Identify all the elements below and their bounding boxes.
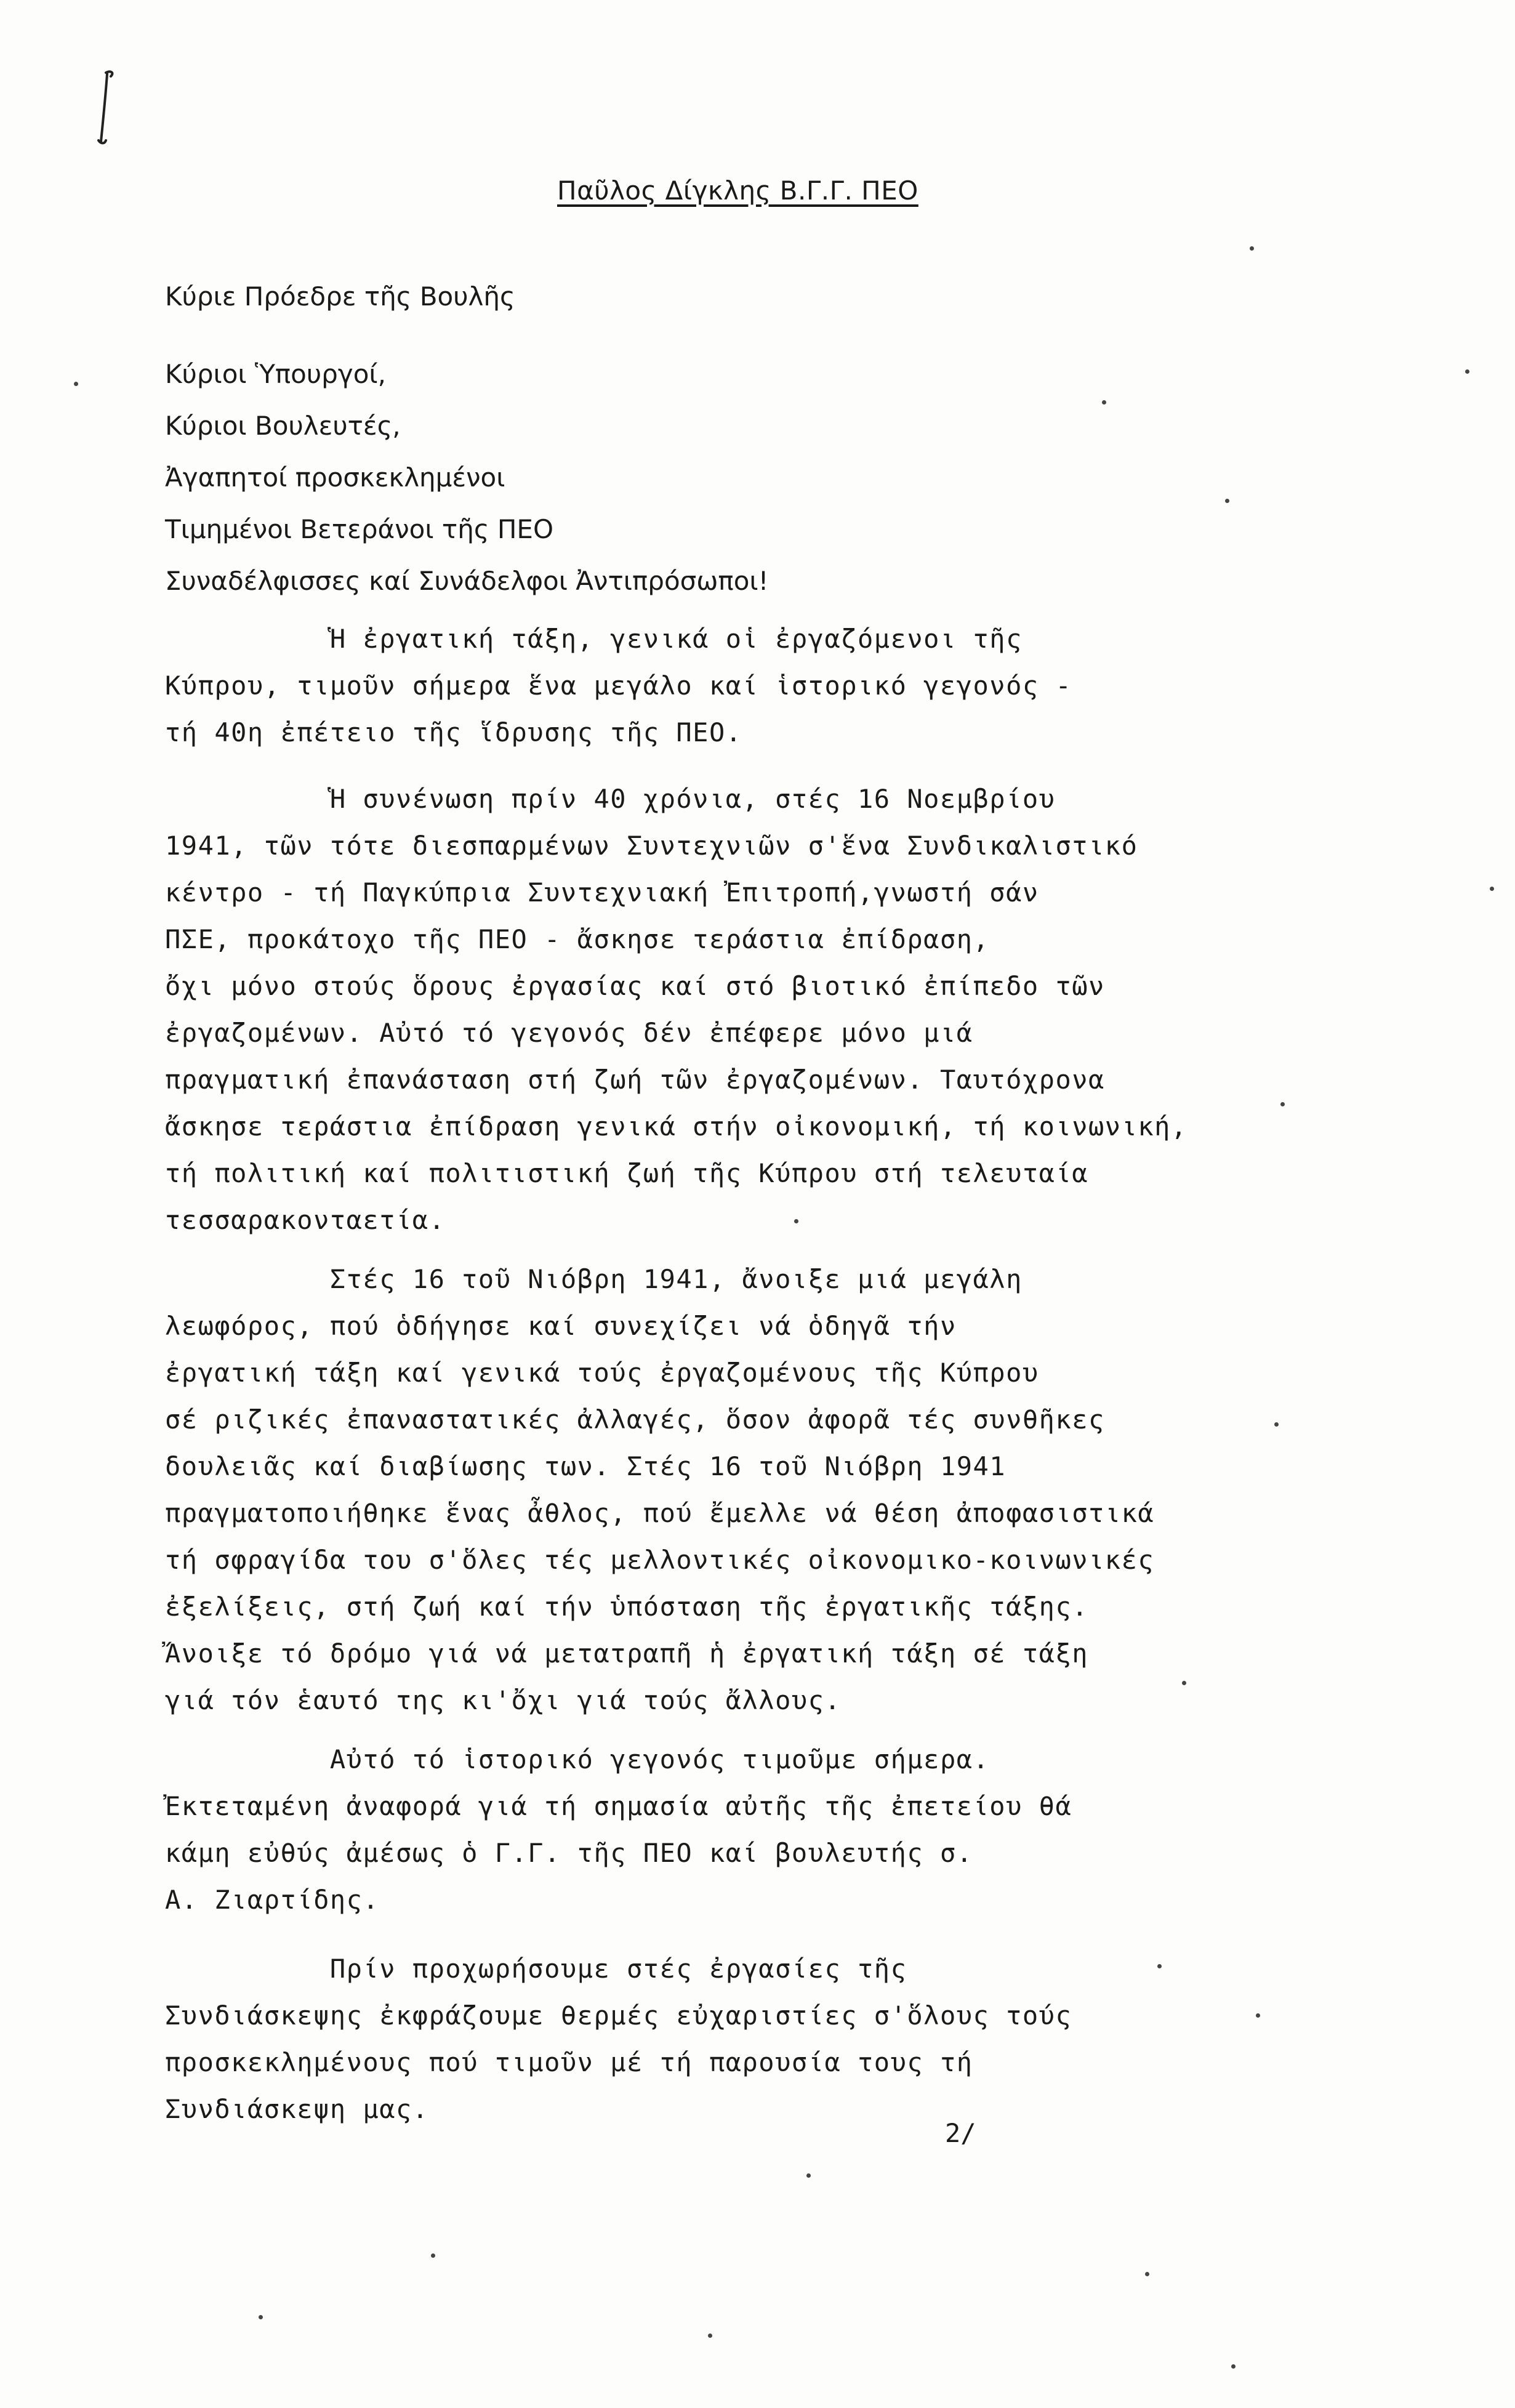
paragraph-2 xyxy=(165,776,1322,1244)
scan-speck xyxy=(1231,2364,1236,2369)
scan-speck xyxy=(1182,1681,1186,1685)
text-line: δουλειᾶς καί διαβίωσης των. Στές 16 τοῦ Νιόβρη 1941 xyxy=(165,1451,1007,1481)
salutation-line: Κύριε Πρόεδρε τῆς Βουλῆς xyxy=(165,281,515,312)
text-line: γιά τόν ἑαυτό της κι'ὄχι γιά τούς ἄλλους. xyxy=(165,1685,842,1715)
paragraph-4 xyxy=(165,1736,1322,1923)
text-line: πραγματοποιήθηκε ἕνας ἆθλος, πού ἔμελλε νά θέση ἀποφασιστικά xyxy=(165,1498,1155,1528)
paragraph-3 xyxy=(165,1256,1322,1724)
scan-speck xyxy=(708,2334,712,2338)
text-line: ΠΣΕ, προκάτοχο τῆς ΠΕΟ - ἄσκησε τεράστια ἐπίδραση, xyxy=(165,924,990,954)
text-line: ἐργαζομένων. Αὐτό τό γεγονός δέν ἐπέφερε μόνο μιά xyxy=(165,1018,973,1048)
scan-speck xyxy=(806,2173,811,2178)
text-line: προσκεκλημένους πού τιμοῦν μέ τή παρουσία τους τή xyxy=(165,2047,973,2077)
text-line: Συνδιάσκεψης ἐκφράζουμε θερμές εὐχαριστίες σ'ὅλους τούς xyxy=(165,2000,1072,2031)
page-title: Παῦλος Δίγκλης Β.Γ.Γ. ΠΕΟ xyxy=(557,175,918,206)
spacer xyxy=(165,323,768,348)
text-line: ὄχι μόνο στούς ὅρους ἐργασίας καί στό βιοτικό ἐπίπεδο τῶν xyxy=(165,971,1105,1001)
salutation-line: Κύριοι Ὑπουργοί, xyxy=(165,359,386,389)
salutation-line: Ἀγαπητοί προσκεκλημένοι xyxy=(165,462,505,493)
text-line: 1941, τῶν τότε διεσπαρμένων Συντεχνιῶν σ'ἕνα Συνδικαλιστικό xyxy=(165,831,1138,861)
text-line: τή πολιτική καί πολιτιστική ζωή τῆς Κύπρου στή τελευταία xyxy=(165,1158,1089,1188)
text-line: σέ ριζικές ἐπαναστατικές ἀλλαγές, ὅσον ἀφορᾶ τές συνθῆκες xyxy=(165,1404,1105,1435)
text-line: Συνδιάσκεψη μας. xyxy=(165,2094,429,2124)
text-line: Ἐκτεταμένη ἀναφορά γιά τή σημασία αὐτῆς τῆς ἐπετείου θά xyxy=(165,1791,1072,1821)
text-line: πραγματική ἐπανάσταση στή ζωή τῶν ἐργαζομένων. Ταυτόχρονα xyxy=(165,1065,1105,1095)
page-number: 2/ xyxy=(945,2118,976,2148)
salutation-block xyxy=(165,271,768,607)
scan-speck xyxy=(1465,369,1469,374)
text-line: Στές 16 τοῦ Νιόβρη 1941, ἄνοιξε μιά μεγάλη xyxy=(165,1264,1023,1294)
text-line: λεωφόρος, πού ὁδήγησε καί συνεχίζει νά ὁδηγᾶ τήν xyxy=(165,1311,957,1341)
text-line: Κύπρου, τιμοῦν σήμερα ἕνα μεγάλο καί ἱστορικό γεγονός - xyxy=(165,670,1072,701)
scan-speck xyxy=(259,2315,263,2319)
paragraph-1 xyxy=(165,616,1322,756)
scan-speck xyxy=(1157,1964,1162,1968)
scan-speck xyxy=(1250,246,1254,251)
text-line: ἐξελίξεις, στή ζωή καί τήν ὑπόσταση τῆς ἐργατικῆς τάξης. xyxy=(165,1592,1089,1622)
scan-speck xyxy=(1280,1102,1285,1106)
paragraph-5 xyxy=(165,1946,1322,2133)
text-line: ἄσκησε τεράστια ἐπίδραση γενικά στήν οἰκονομική, τή κοινωνική, xyxy=(165,1111,1187,1142)
text-line: τή 40η ἐπέτειο τῆς ἵδρυσης τῆς ΠΕΟ. xyxy=(165,717,742,747)
text-line: ἐργατική τάξη καί γενικά τούς ἐργαζομένους τῆς Κύπρου xyxy=(165,1358,1039,1388)
scan-speck xyxy=(1274,1422,1279,1427)
text-line: Αὐτό τό ἱστορικό γεγονός τιμοῦμε σήμερα. xyxy=(165,1744,990,1774)
text-line: τή σφραγίδα του σ'ὅλες τές μελλοντικές οἰκονομικο-κοινωνικές xyxy=(165,1545,1155,1575)
salutation-line: Κύριοι Βουλευτές, xyxy=(165,411,401,441)
handwritten-mark-icon xyxy=(92,68,117,148)
text-line: Α. Ζιαρτίδης. xyxy=(165,1885,380,1915)
text-line: Ἡ συνένωση πρίν 40 χρόνια, στές 16 Νοεμβρίου xyxy=(165,784,1056,814)
text-line: κέντρο - τή Παγκύπρια Συντεχνιακή Ἐπιτροπή,γνωστή σάν xyxy=(165,877,1039,908)
text-line: τεσσαρακονταετία. xyxy=(165,1205,446,1235)
scan-speck xyxy=(74,382,78,386)
scan-speck xyxy=(1256,2013,1260,2018)
scan-speck xyxy=(794,1219,798,1223)
salutation-line: Τιμημένοι Βετεράνοι τῆς ΠΕΟ xyxy=(165,514,554,544)
salutation-line: Συναδέλφισσες καί Συνάδελφοι Ἀντιπρόσωποι! xyxy=(165,566,769,596)
scan-speck xyxy=(1490,887,1494,891)
text-line: Πρίν προχωρήσουμε στές ἐργασίες τῆς xyxy=(165,1954,907,1984)
text-line: Ἡ ἐργατική τάξη, γενικά οἱ ἐργαζόμενοι τῆς xyxy=(165,624,1023,654)
text-line: Ἄνοιξε τό δρόμο γιά νά μετατραπῆ ἡ ἐργατική τάξη σέ τάξη xyxy=(165,1638,1089,1669)
scan-speck xyxy=(1145,2272,1149,2276)
scan-speck xyxy=(431,2253,435,2258)
text-line: κάμη εὐθύς ἀμέσως ὁ Γ.Γ. τῆς ΠΕΟ καί βουλευτής σ. xyxy=(165,1838,973,1868)
scan-speck xyxy=(1102,400,1106,405)
scan-speck xyxy=(1225,499,1229,503)
